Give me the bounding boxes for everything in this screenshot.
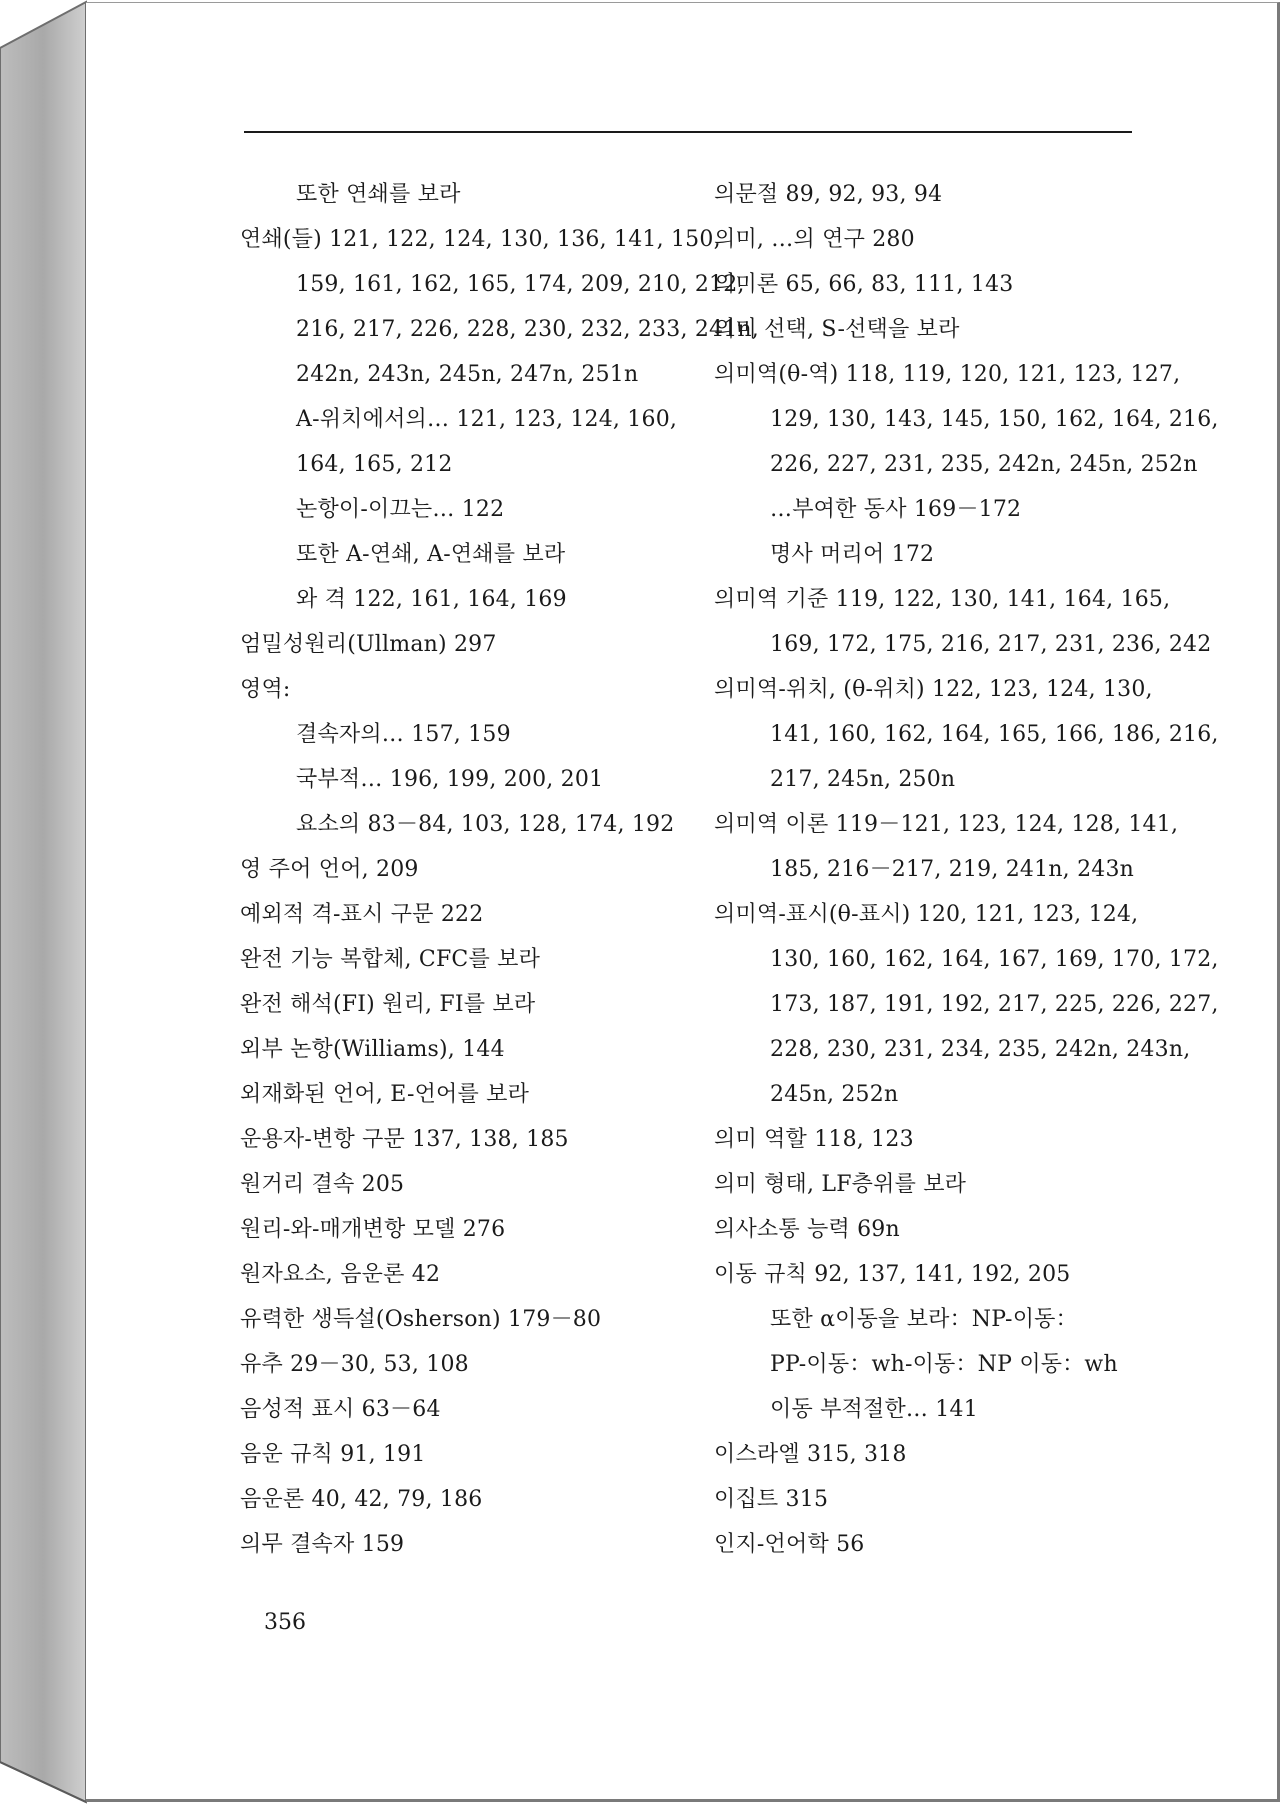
index-entry: 외부 논항(Williams), 144 [240,1037,505,1062]
index-entry: 예외적 격-표시 구문 222 [240,902,484,927]
index-entry: 완전 해석(FI) 원리, FI를 보라 [240,992,536,1017]
index-subentry: 242n, 243n, 245n, 247n, 251n [296,362,639,387]
index-subentry: 217, 245n, 250n [770,767,956,792]
index-subentry: 이동 부적절한… 141 [770,1397,978,1422]
index-subentry: 와 격 122, 161, 164, 169 [296,587,567,612]
index-subentry: 216, 217, 226, 228, 230, 232, 233, 241n, [296,317,759,342]
index-subentry: 130, 160, 162, 164, 167, 169, 170, 172, [770,947,1219,972]
index-entry: 이집트 315 [714,1487,829,1512]
index-entry: 의미 선택, S-선택을 보라 [714,317,960,342]
index-entry: 외재화된 언어, E-언어를 보라 [240,1082,530,1107]
index-entry: 의미 형태, LF층위를 보라 [714,1172,967,1197]
index-entry: 의문절 89, 92, 93, 94 [714,182,943,207]
index-entry: 인지-언어학 56 [714,1532,865,1557]
index-entry: 운용자-변항 구문 137, 138, 185 [240,1127,569,1152]
index-subentry: …부여한 동사 169－172 [770,497,1022,522]
index-entry: 유추 29－30, 53, 108 [240,1352,469,1377]
index-entry: 의미 역할 118, 123 [714,1127,914,1152]
index-entry: 의미역 이론 119－121, 123, 124, 128, 141, [714,812,1179,837]
index-entry: 의미역-표시(θ-표시) 120, 121, 123, 124, [714,902,1139,927]
index-entry: 완전 기능 복합체, CFC를 보라 [240,947,541,972]
index-entry: 음운 규칙 91, 191 [240,1442,426,1467]
index-right-column [714,172,1219,1567]
index-entry: 의미역-위치, (θ-위치) 122, 123, 124, 130, [714,677,1153,702]
index-subentry: 또한 연쇄를 보라 [296,182,461,207]
index-entry: 의미역(θ-역) 118, 119, 120, 121, 123, 127, [714,362,1181,387]
index-entry: 영 주어 언어, 209 [240,857,419,882]
index-subentry: 141, 160, 162, 164, 165, 166, 186, 216, [770,722,1219,747]
index-subentry: 226, 227, 231, 235, 242n, 245n, 252n [770,452,1198,477]
index-entry: 의미역 기준 119, 122, 130, 141, 164, 165, [714,587,1171,612]
index-entry: 의무 결속자 159 [240,1532,405,1557]
index-entry: 엄밀성원리(Ullman) 297 [240,632,497,657]
index-subentry: 결속자의… 157, 159 [296,722,511,747]
index-entry: 의미론 65, 66, 83, 111, 143 [714,272,1014,297]
index-subentry: 또한 α이동을 보라：NP-이동： [770,1307,1078,1332]
index-entry: 음성적 표시 63－64 [240,1397,441,1422]
index-entry: 의사소통 능력 69n [714,1217,900,1242]
index-subentry: 159, 161, 162, 165, 174, 209, 210, 212, [296,272,745,297]
index-subentry: PP-이동：wh-이동：NP 이동：wh [770,1352,1118,1377]
index-entry: 이동 규칙 92, 137, 141, 192, 205 [714,1262,1071,1287]
index-entry: 원거리 결속 205 [240,1172,405,1197]
index-subentry: 164, 165, 212 [296,452,453,477]
index-subentry: 245n, 252n [770,1082,899,1107]
index-subentry: A-위치에서의… 121, 123, 124, 160, [296,407,678,432]
index-entry: 연쇄(들) 121, 122, 124, 130, 136, 141, 150, [240,227,721,252]
header-rule [244,131,1132,133]
index-subentry: 명사 머리어 172 [770,542,935,567]
index-entry: 원자요소, 음운론 42 [240,1262,441,1287]
index-entry: 이스라엘 315, 318 [714,1442,907,1467]
index-subentry: 논항이-이끄는… 122 [296,497,505,522]
index-entry: 음운론 40, 42, 79, 186 [240,1487,483,1512]
index-subentry: 또한 A-연쇄, A-연쇄를 보라 [296,542,566,567]
index-subentry: 129, 130, 143, 145, 150, 162, 164, 216, [770,407,1219,432]
index-left-column [240,172,759,1567]
index-subentry: 169, 172, 175, 216, 217, 231, 236, 242 [770,632,1212,657]
index-subentry: 185, 216－217, 219, 241n, 243n [770,857,1135,882]
index-subentry: 요소의 83－84, 103, 128, 174, 192 [296,812,675,837]
page-number: 356 [264,1610,306,1635]
index-entry: 유력한 생득설(Osherson) 179－80 [240,1307,602,1332]
index-entry: 의미, …의 연구 280 [714,227,915,252]
index-entry: 영역: [240,677,291,702]
index-entry: 원리-와-매개변항 모델 276 [240,1217,506,1242]
index-subentry: 173, 187, 191, 192, 217, 225, 226, 227, [770,992,1219,1017]
index-subentry: 228, 230, 231, 234, 235, 242n, 243n, [770,1037,1191,1062]
index-subentry: 국부적… 196, 199, 200, 201 [296,767,604,792]
